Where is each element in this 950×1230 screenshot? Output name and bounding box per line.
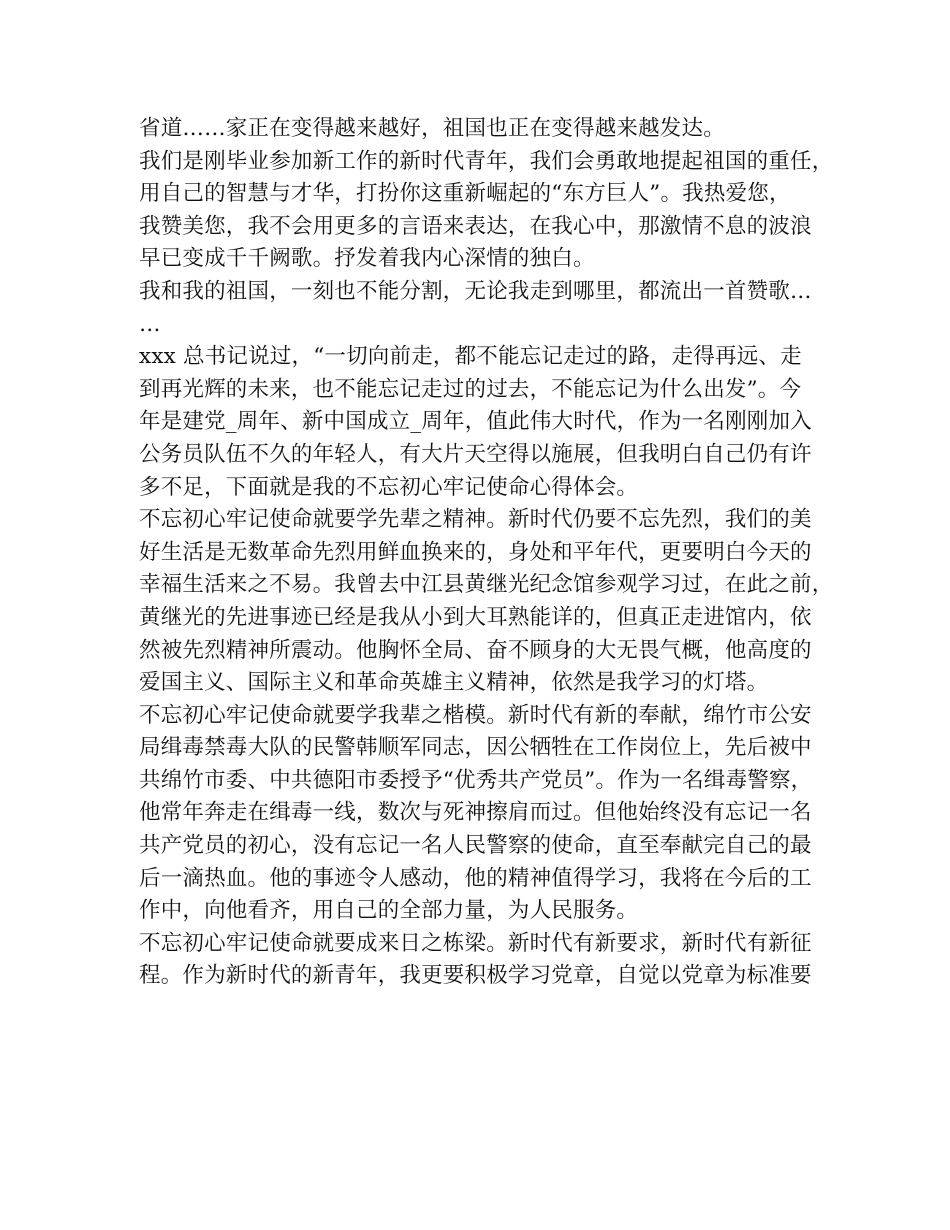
text-line-18: 爱国主义、国际主义和革命英雄主义精神，依然是我学习的灯塔。	[139, 670, 769, 696]
text-line-12: 多不足，下面就是我的不忘初心牢记使命心得体会。	[139, 474, 639, 500]
text-line-13: 不忘初心牢记使命就要学先辈之精神。新时代仍要不忘先烈，我们的美	[139, 507, 812, 533]
text-line-4: 我赞美您，我不会用更多的言语来表达，在我心中，那激情不息的波浪	[139, 213, 812, 239]
text-line-6: 我和我的祖国，一刻也不能分割，无论我走到哪里，都流出一首赞歌…	[139, 278, 812, 304]
text-line-11: 公务员队伍不久的年轻人，有大片天空得以施展，但我明白自己仍有许	[139, 441, 812, 467]
text-line-25: 作中，向他看齐，用自己的全部力量，为人民服务。	[139, 898, 639, 924]
text-line-26: 不忘初心牢记使命就要成来日之栋梁。新时代有新要求，新时代有新征	[139, 930, 812, 956]
text-line-27: 程。作为新时代的新青年，我更要积极学习党章，自觉以党章为标准要	[139, 963, 812, 989]
text-line-7: …	[139, 311, 161, 337]
text-line-9: 到再光辉的未来，也不能忘记走过的过去，不能忘记为什么出发”。今	[139, 376, 802, 402]
text-line-23: 共产党员的初心，没有忘记一名人民警察的使命，直至奉献完自己的最	[139, 833, 812, 859]
text-line-3: 用自己的智慧与才华，打扮你这重新崛起的“东方巨人”。我热爱您，	[139, 181, 791, 207]
text-line-2: 我们是刚毕业参加新工作的新时代青年，我们会勇敢地提起祖国的重任，	[139, 148, 834, 174]
document-body	[139, 113, 834, 993]
text-line-14: 好生活是无数革命先烈用鲜血换来的，身处和平年代，更要明白今天的	[139, 539, 812, 565]
text-line-22: 他常年奔走在缉毒一线，数次与死神擦肩而过。但他始终没有忘记一名	[139, 800, 812, 826]
text-line-16: 黄继光的先进事迹已经是我从小到大耳熟能详的，但真正走进馆内，依	[139, 604, 812, 630]
text-line-21: 共绵竹市委、中共德阳市委授予“优秀共产党员”。作为一名缉毒警察，	[139, 767, 813, 793]
text-line-5: 早已变成千千阙歌。抒发着我内心深情的独白。	[139, 246, 595, 272]
text-line-15: 幸福生活来之不易。我曾去中江县黄继光纪念馆参观学习过，在此之前，	[139, 572, 834, 598]
text-line-1: 省道……家正在变得越来越好，祖国也正在变得越来越发达。	[139, 116, 725, 141]
text-line-20: 局缉毒禁毒大队的民警韩顺军同志，因公牺牲在工作岗位上，先后被中	[139, 735, 812, 761]
text-line-24: 后一滴热血。他的事迹令人感动，他的精神值得学习，我将在今后的工	[139, 865, 812, 891]
text-line-19: 不忘初心牢记使命就要学我辈之楷模。新时代有新的奉献，绵竹市公安	[139, 702, 812, 728]
text-line-10: 年是建党_周年、新中国成立_周年，值此伟大时代，作为一名刚刚加入	[139, 409, 812, 435]
text-line-8: xxx 总书记说过，“一切向前走，都不能忘记走过的路，走得再远、走	[139, 344, 802, 370]
text-line-17: 然被先烈精神所震动。他胸怀全局、奋不顾身的大无畏气概，他高度的	[139, 637, 812, 663]
